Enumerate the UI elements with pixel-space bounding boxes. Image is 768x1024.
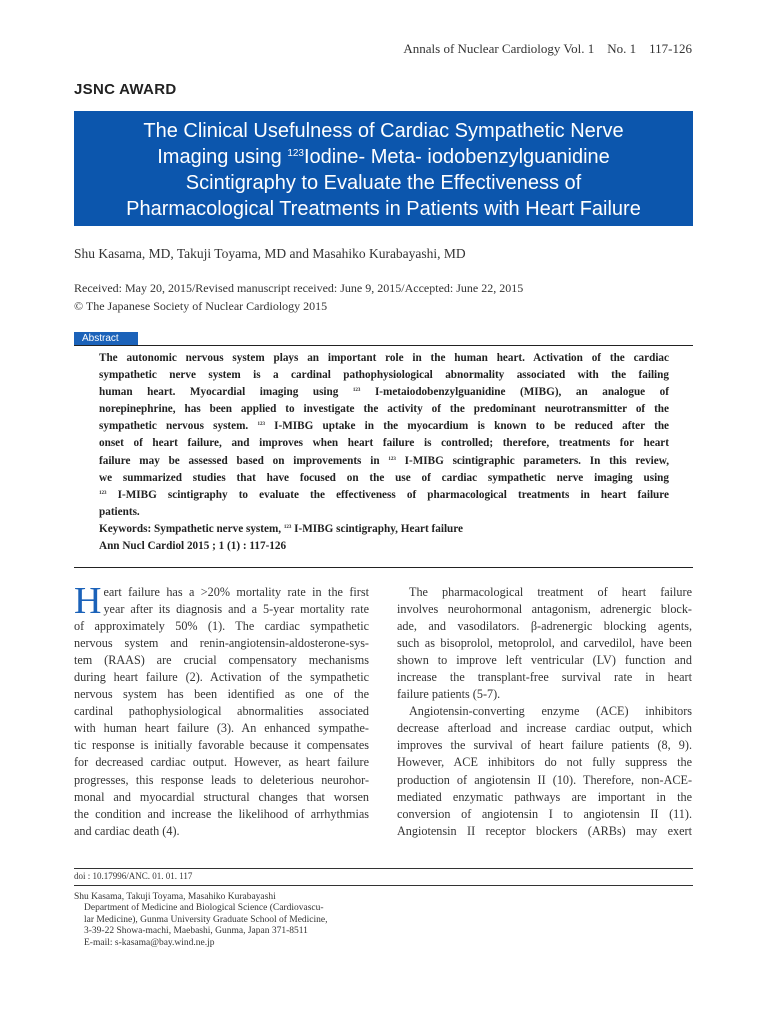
corr-email: E-mail: s-kasama@bay.wind.ne.jp (84, 937, 215, 948)
body-line: and cardiac death (4). (74, 823, 180, 838)
publication-history (74, 279, 523, 315)
corr-address: 3-39-22 Showa-machi, Maebashi, Gunma, Japan 371-8511 (84, 926, 308, 937)
abstract-top-rule (74, 345, 693, 346)
isotope-superscript: 123 (287, 148, 304, 159)
body-line: conversion of angiotensin I to angiotensin II (11). (397, 806, 692, 821)
body-line: during heart failure (2). Activation of the sympathetic (74, 670, 369, 685)
isotope-superscript: 123 (388, 456, 396, 462)
body-line: shown to improve left ventricular (LV) function and (397, 653, 692, 668)
body-line: with human heart failure (3). An enhanced sympathe- (74, 721, 369, 736)
abstract-line: patients. (99, 505, 140, 518)
body-line: year after its diagnosis and a 5-year mortality rate (103, 602, 369, 617)
abstract-text: I-MIBG scintigraphic parameters. In this review, (395, 454, 669, 467)
abstract-text: I-MIBG uptake in the myocardium is known to be reduced after the (264, 420, 670, 433)
keywords-line (99, 521, 669, 538)
body-line: tem (RAAS) are crucial compensatory mechanisms (74, 653, 369, 668)
title-line-4: Pharmacological Treatments in Patients with Heart Failure (126, 198, 641, 220)
body-line: mediated enzymatic pathways are important in the (397, 789, 692, 804)
section-label: JSNC AWARD (74, 81, 177, 98)
body-line: However, ACE inhibitors do not fully suppress the (397, 755, 692, 770)
journal-reference: Annals of Nuclear Cardiology Vol. 1 No. 1 117-126 (403, 41, 692, 56)
body-line: decrease afterload and increase cardiac output, which (397, 721, 692, 736)
isotope-superscript: 123 (283, 524, 292, 530)
body-line: involves neurohormonal antagonism, adrenergic block- (397, 602, 692, 617)
body-line: the condition and increase the likelihood of arrhythmias (74, 806, 369, 821)
author-list: Shu Kasama, MD, Takuji Toyama, MD and Masahiko Kurabayashi, MD (74, 246, 466, 261)
doi: doi : 10.17996/ANC. 01. 01. 117 (74, 871, 193, 881)
title-line-3: Scintigraphy to Evaluate the Effectiveness of (185, 172, 582, 194)
body-line: ade, and vasodilators. β-adrenergic blocking agents, (397, 619, 692, 634)
abstract-line (99, 487, 669, 504)
abstract-tag: Abstract (74, 332, 138, 346)
abstract-line: we summarized studies that have focused on the use of cardiac sympathetic nerve imaging using (99, 471, 669, 484)
body-column-left (74, 580, 369, 840)
title-line-2-text: Imaging using (157, 146, 288, 168)
footer-top-rule (74, 868, 693, 869)
body-line: increase the transplant-free survival rate in heart (397, 670, 692, 685)
body-line: monal and myocardial structural changes that worsen (74, 789, 369, 804)
received-dates: Received: May 20, 2015/Revised manuscript received: June 9, 2015/Accepted: June 22, 2015 (74, 281, 524, 295)
abstract-line (99, 384, 669, 401)
body-line: Angiotensin II receptor blockers (ARBs) may exert (397, 823, 692, 838)
abstract-bottom-rule (74, 567, 693, 568)
isotope-superscript: 123 (99, 490, 107, 496)
isotope-superscript: 123 (352, 388, 361, 394)
isotope-superscript: 123 (257, 422, 265, 428)
body-line: The pharmacological treatment of heart failure (409, 585, 692, 599)
article-title-box (74, 111, 693, 226)
abstract-line (99, 418, 669, 435)
abstract-line: The autonomic nervous system plays an important role in the human heart. Activation of the cardiac (99, 352, 669, 364)
body-line: production of angiotensin II (10). Therefore, non-ACE- (397, 772, 692, 787)
title-line-2-compound: Iodine- Meta- iodobenzylguanidine (304, 146, 610, 168)
body-line: such as bisoprolol, metoprolol, and carvedilol, have been (397, 636, 692, 651)
body-line: nervous system has been identified as one of the (74, 687, 369, 702)
drop-cap: H (74, 580, 102, 622)
body-line: nervous system and renin-angiotensin-aldosterone-sys- (74, 636, 369, 651)
body-line: Angiotensin-converting enzyme (ACE) inhibitors (409, 704, 692, 719)
citation-line: Ann Nucl Cardiol 2015 ; 1 (1) : 117-126 (99, 540, 287, 553)
body-line: cardinal pathophysiological abnormalities associated (74, 704, 369, 719)
abstract-line: sympathetic nerve system is a cardinal pathophysiological abnormality associated with the failing (99, 369, 669, 382)
abstract-line (99, 453, 669, 470)
body-line: of approximately 50% (1). The cardiac sympathetic (74, 619, 369, 634)
copyright-notice: © The Japanese Society of Nuclear Cardiology 2015 (74, 299, 328, 313)
correspondence-address (74, 892, 328, 949)
abstract-text: I-metaiodobenzylguanidine (MIBG), an analogue of (360, 386, 669, 399)
footer-middle-rule (74, 885, 693, 886)
body-line: eart failure has a >20% mortality rate in the first (103, 585, 369, 599)
body-line: improves the survival of heart failure patients (8, 9). (397, 738, 692, 753)
corr-authors: Shu Kasama, Takuji Toyama, Masahiko Kurabayashi (74, 892, 276, 902)
abstract-line: norepinephrine, has been applied to investigate the activity of the predominant neurotransmitter of the (99, 403, 669, 416)
abstract-line: onset of heart failure, and improves when heart failure is controlled; therefore, treatments for heart (99, 437, 669, 450)
body-line: tic response is initially favorable because it compensates (74, 738, 369, 753)
body-line: for decreased cardiac output. However, as heart failure (74, 755, 369, 770)
body-column-right (397, 584, 692, 840)
abstract-text: failure may be assessed based on improvements in (99, 454, 389, 467)
keywords-text: Keywords: Sympathetic nerve system, (99, 522, 284, 535)
corr-institution: lar Medicine), Gunma University Graduate School of Medicine, (84, 914, 328, 925)
title-line-2 (84, 144, 683, 170)
body-line: failure patients (5-7). (397, 687, 501, 702)
abstract-text: I-MIBG scintigraphy to evaluate the effectiveness of pharmacological treatments in heart failure (106, 488, 669, 501)
title-line-1: The Clinical Usefulness of Cardiac Sympathetic Nerve (143, 120, 624, 142)
abstract-text: sympathetic nervous system. (99, 420, 258, 433)
keywords-text: I-MIBG scintigraphy, Heart failure (291, 522, 464, 535)
body-line: progresses, this response leads to deleterious neurohor- (74, 772, 369, 787)
abstract-text: human heart. Myocardial imaging using (99, 386, 353, 399)
corr-department: Department of Medicine and Biological Science (Cardiovascu- (84, 903, 324, 914)
abstract-body (99, 350, 669, 555)
